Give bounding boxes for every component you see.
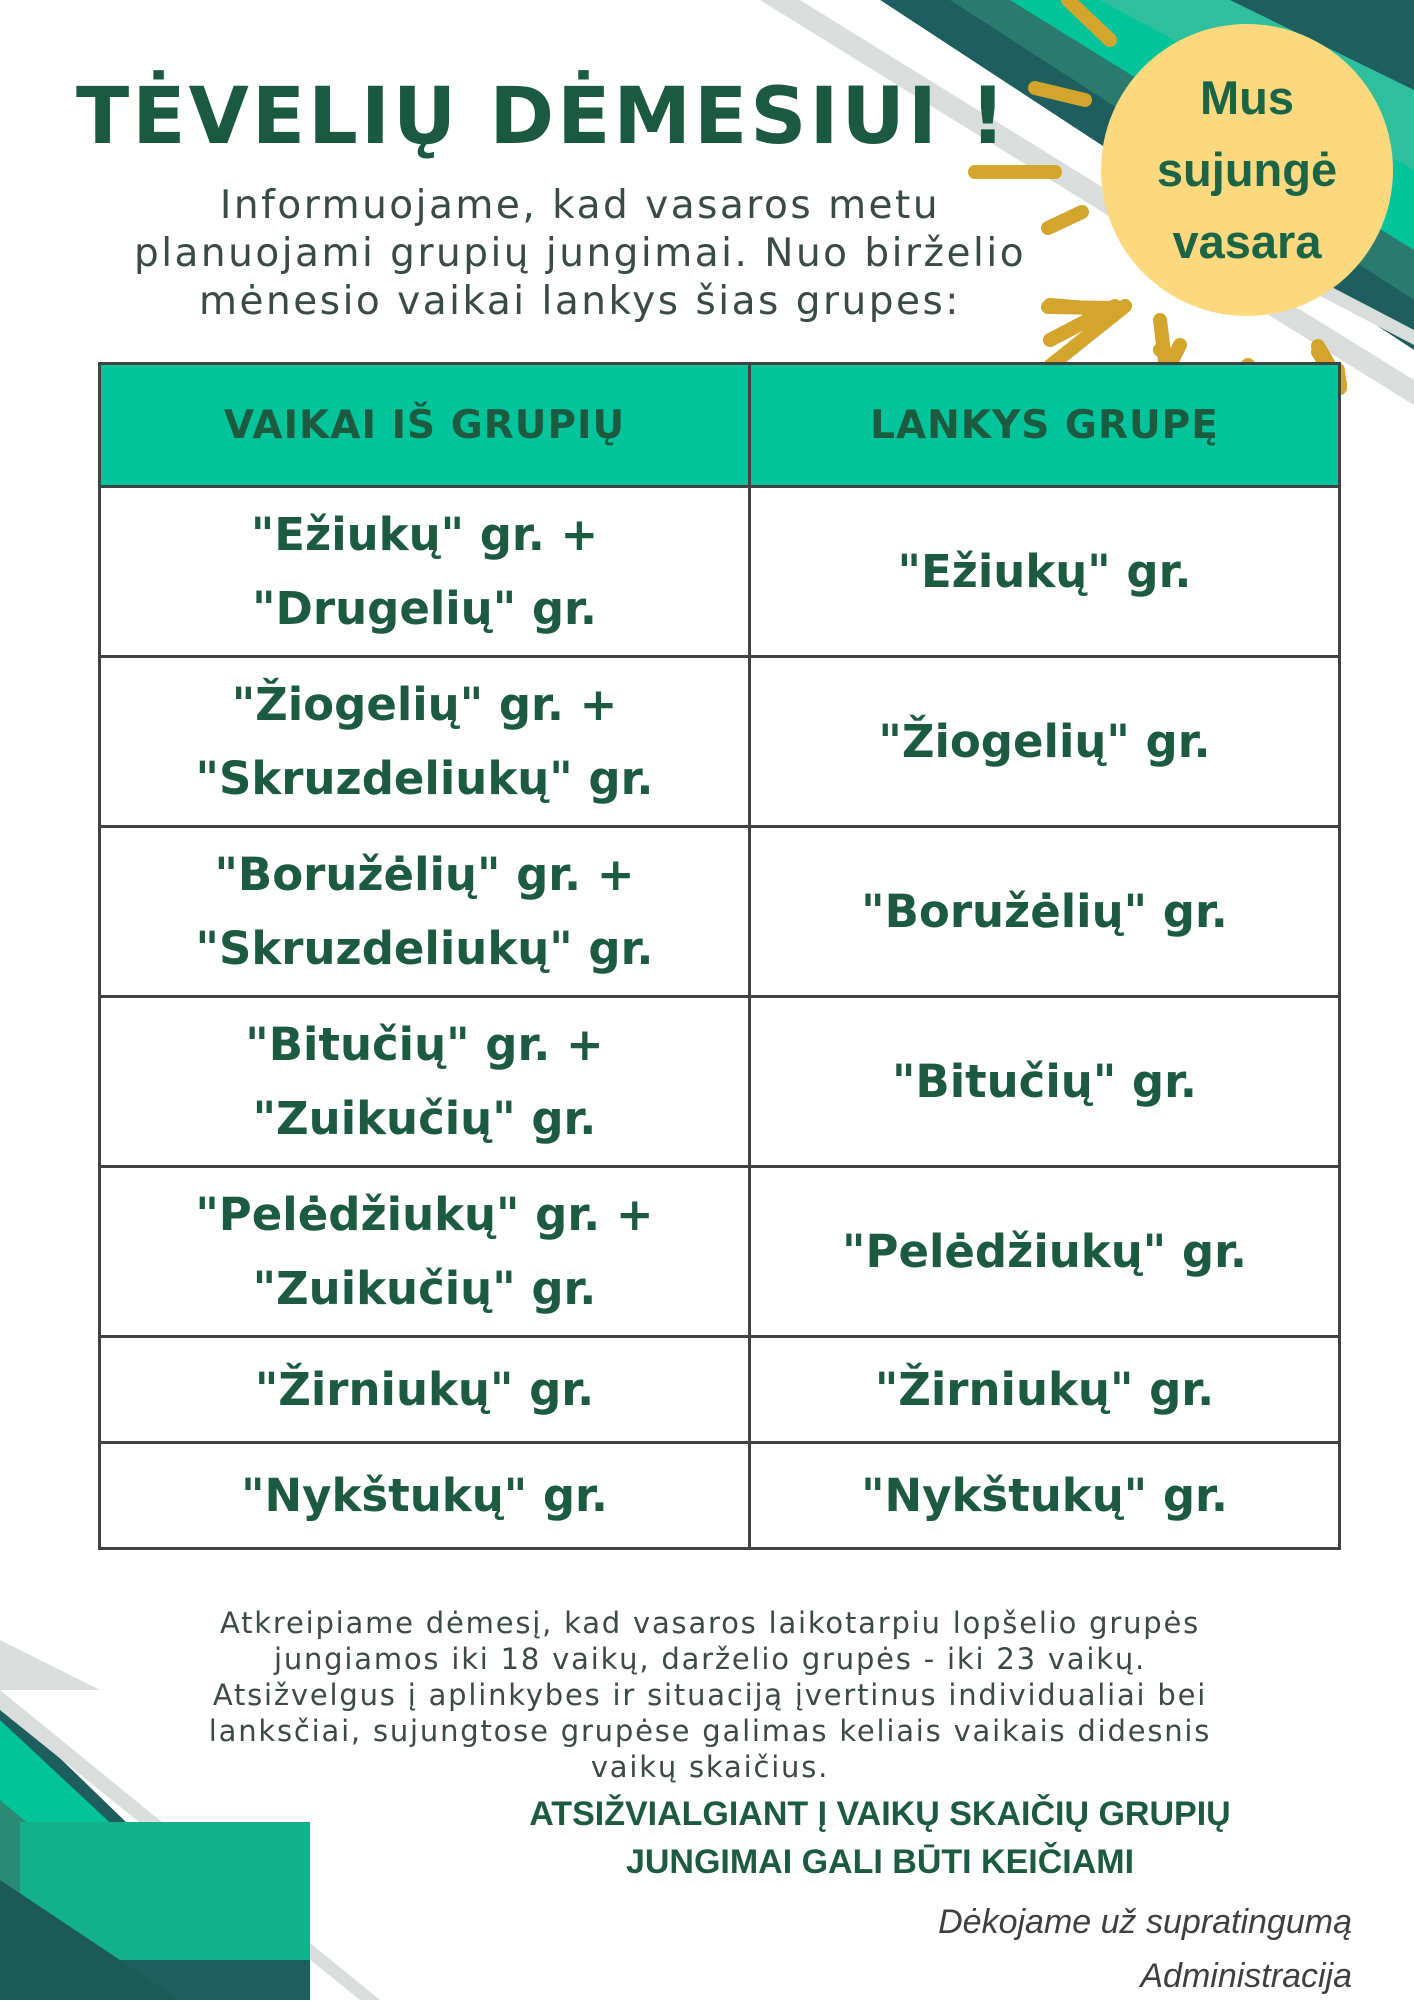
table-row (100, 1337, 1340, 1443)
sun-slogan (1100, 62, 1394, 278)
from-group-line: "Pelėdžiukų" gr. + (195, 1187, 654, 1241)
from-group-line: "Žiogelių" gr. + (231, 677, 618, 731)
signature: Administracija (1140, 1957, 1352, 1995)
sun-slogan-line: vasara (1172, 215, 1322, 268)
to-group-cell: "Žirniukų" gr. (750, 1337, 1340, 1443)
closing (938, 1895, 1352, 2003)
note-line: lanksčiai, sujungtose grupėse galimas keliais vaikais didesnis (208, 1714, 1212, 1748)
note-line: Atsižvelgus į aplinkybes ir situaciją įvertinus individualiai bei (212, 1678, 1208, 1712)
warning-line: ATSIŽVIALGIANT Į VAIKŲ SKAIČIŲ GRUPIŲ (529, 1795, 1231, 1833)
from-group-line: "Skruzdeliukų" gr. (195, 921, 654, 975)
from-group-line: "Zuikučių" gr. (252, 1261, 597, 1315)
to-group-cell: "Žiogelių" gr. (750, 657, 1340, 827)
from-group-line: "Žirniukų" gr. (254, 1362, 595, 1416)
from-groups-cell (100, 657, 750, 827)
table-row (100, 657, 1340, 827)
from-group-line: "Boružėlių" gr. + (214, 847, 635, 901)
from-group-line: "Bitučių" gr. + (245, 1017, 604, 1071)
column-header-to: LANKYS GRUPĘ (750, 364, 1340, 487)
from-groups-cell (100, 487, 750, 657)
to-group-cell: "Nykštukų" gr. (750, 1443, 1340, 1549)
from-group-line: "Ežiukų" gr. + (250, 507, 599, 561)
from-groups-cell (100, 1443, 750, 1549)
page-title: TĖVELIŲ DĖMESIUI ! (76, 72, 1009, 162)
change-warning (520, 1790, 1240, 1886)
attention-note (160, 1605, 1260, 1785)
table-row (100, 997, 1340, 1167)
intro-line: planuojami grupių jungimai. Nuo birželio (133, 231, 1027, 276)
note-line: jungiamos iki 18 vaikų, darželio grupės - iki 23 vaikų. (273, 1642, 1147, 1676)
intro-line: mėnesio vaikai lankys šias grupes: (199, 279, 961, 324)
column-header-from: VAIKAI IŠ GRUPIŲ (100, 364, 750, 487)
table-header-row (100, 364, 1340, 487)
from-groups-cell (100, 997, 750, 1167)
intro-text (60, 182, 1100, 326)
from-groups-cell (100, 1167, 750, 1337)
table-row (100, 827, 1340, 997)
to-group-cell: "Bitučių" gr. (750, 997, 1340, 1167)
warning-line: JUNGIMAI GALI BŪTI KEIČIAMI (625, 1843, 1135, 1881)
sun-slogan-line: Mus (1200, 71, 1294, 124)
to-group-cell: "Ežiukų" gr. (750, 487, 1340, 657)
note-line: vaikų skaičius. (590, 1750, 830, 1784)
from-group-line: "Skruzdeliukų" gr. (195, 751, 654, 805)
table-row (100, 1443, 1340, 1549)
thanks-text: Dėkojame už supratingumą (938, 1903, 1352, 1941)
intro-line: Informuojame, kad vasaros metu (219, 183, 941, 228)
to-group-cell: "Boružėlių" gr. (750, 827, 1340, 997)
from-groups-cell (100, 1337, 750, 1443)
from-group-line: "Zuikučių" gr. (252, 1091, 597, 1145)
sun-slogan-line: sujungė (1156, 143, 1338, 196)
from-group-line: "Nykštukų" gr. (241, 1468, 608, 1522)
table-row (100, 487, 1340, 657)
to-group-cell: "Pelėdžiukų" gr. (750, 1167, 1340, 1337)
table-row (100, 1167, 1340, 1337)
group-merge-table (98, 362, 1341, 1550)
from-groups-cell (100, 827, 750, 997)
from-group-line: "Drugelių" gr. (252, 581, 597, 635)
note-line: Atkreipiame dėmesį, kad vasaros laikotarpiu lopšelio grupės (219, 1606, 1201, 1640)
